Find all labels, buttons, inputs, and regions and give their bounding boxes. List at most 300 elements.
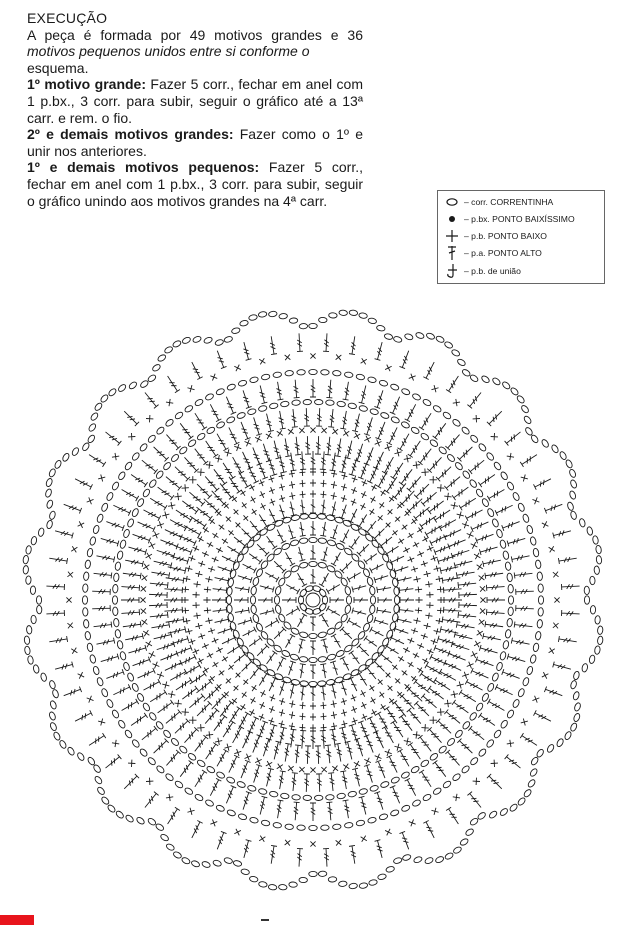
chain-stitch-mark <box>446 737 456 747</box>
treble-crochet-mark <box>74 710 93 724</box>
chain-stitch-mark <box>139 443 148 453</box>
chain-stitch-mark <box>71 447 80 457</box>
cross-stitch-mark <box>288 429 294 435</box>
single-crochet-mark <box>250 507 259 516</box>
chain-stitch-mark <box>451 349 461 358</box>
chain-stitch-mark <box>507 573 513 582</box>
cross-stitch-mark <box>146 778 153 785</box>
treble-crochet-mark <box>187 490 205 506</box>
treble-crochet-mark <box>328 773 336 792</box>
treble-crochet-mark <box>214 749 228 768</box>
chain-stitch-mark <box>435 855 445 863</box>
treble-crochet-mark <box>444 660 463 673</box>
cross-stitch-mark <box>98 718 105 725</box>
chain-stitch-mark <box>49 511 57 521</box>
chain-stitch-mark <box>280 401 289 407</box>
treble-crochet-mark <box>238 760 250 779</box>
chain-stitch-mark <box>435 335 445 343</box>
single-crochet-mark <box>191 544 200 552</box>
chain-stitch-mark <box>556 738 565 748</box>
instructions <box>27 10 363 209</box>
cross-stitch-mark <box>521 718 528 725</box>
chain-stitch-mark <box>584 596 589 604</box>
treble-crochet-mark <box>277 771 286 790</box>
cross-stitch-mark <box>364 758 371 765</box>
single-crochet-mark <box>320 480 327 488</box>
single-crochet-mark <box>379 703 388 712</box>
treble-crochet-mark <box>349 336 358 355</box>
chain-stitch-mark <box>261 374 270 381</box>
chain-stitch-mark <box>289 318 298 324</box>
single-crochet-mark <box>400 523 409 532</box>
double-crochet-mark <box>288 684 297 699</box>
treble-crochet-mark <box>561 610 579 617</box>
cross-stitch-mark <box>480 608 486 614</box>
double-crochet-mark <box>379 535 394 548</box>
double-crochet-mark <box>285 606 300 618</box>
cross-stitch-mark <box>474 553 480 559</box>
single-crochet-mark <box>370 708 379 717</box>
chain-stitch-mark <box>348 403 357 410</box>
treble-crochet-mark <box>149 690 167 705</box>
double-crochet-mark <box>234 597 248 603</box>
double-crochet-mark <box>374 573 389 583</box>
chain-stitch-mark <box>369 785 379 793</box>
chain-stitch-mark <box>380 412 390 420</box>
treble-crochet-mark <box>343 381 352 400</box>
chain-stitch-mark <box>492 377 502 386</box>
treble-crochet-mark <box>264 413 274 432</box>
chain-stitch-mark <box>359 405 368 412</box>
chain-stitch-mark <box>424 857 434 865</box>
chain-stitch-mark <box>551 444 560 454</box>
treble-crochet-mark <box>444 710 462 726</box>
chain-stitch-mark <box>508 607 514 616</box>
chain-stitch-mark <box>127 672 135 682</box>
chain-stitch-mark <box>309 825 317 830</box>
treble-crochet-mark <box>188 671 206 686</box>
chain-stitch-mark <box>590 606 595 615</box>
double-crochet-mark <box>283 551 295 566</box>
treble-crochet-mark <box>418 735 434 753</box>
chain-stitch-mark <box>117 719 126 729</box>
double-crochet-mark <box>340 657 352 672</box>
double-crochet-mark <box>310 569 316 583</box>
chain-stitch-mark <box>82 608 88 617</box>
chain-stitch-mark <box>475 488 484 498</box>
chain-stitch-mark <box>321 369 330 375</box>
single-crochet-mark <box>360 478 368 487</box>
chain-stitch-mark <box>115 629 122 638</box>
double-crochet-mark <box>239 526 253 540</box>
double-crochet-mark <box>321 639 330 654</box>
crochet-chart <box>0 280 640 920</box>
single-crochet-mark <box>193 612 201 619</box>
cross-stitch-mark <box>140 597 145 602</box>
cross-stitch-mark <box>146 553 152 559</box>
treble-crochet-mark <box>174 508 192 523</box>
chain-stitch-mark <box>508 584 514 593</box>
treble-crochet-mark <box>437 553 456 564</box>
chain-stitch-mark <box>469 479 478 489</box>
treble-crochet-mark <box>439 669 458 683</box>
treble-crochet-mark <box>439 517 458 531</box>
chain-stitch-mark <box>123 662 131 672</box>
double-crochet-mark <box>217 564 232 574</box>
cross-stitch-mark <box>128 433 135 440</box>
cross-stitch-mark <box>361 358 367 364</box>
chain-stitch-mark <box>277 577 286 587</box>
treble-crochet-mark <box>349 724 360 743</box>
single-crochet-mark <box>387 696 396 705</box>
chain-stitch-mark <box>386 561 394 571</box>
chain-stitch-mark <box>538 584 544 593</box>
cross-stitch-mark <box>266 761 272 767</box>
cross-stitch-mark <box>234 749 241 756</box>
treble-crochet-mark <box>457 445 474 462</box>
treble-crochet-mark <box>211 715 227 733</box>
treble-crochet-mark <box>159 651 178 663</box>
treble-crochet-mark <box>456 569 475 578</box>
chain-stitch-mark <box>516 395 526 405</box>
chain-stitch-mark <box>30 586 35 595</box>
treble-crochet-mark <box>534 476 553 490</box>
single-crochet-mark <box>196 657 205 666</box>
chain-stitch-mark <box>184 404 194 413</box>
chain-stitch-mark <box>412 799 422 807</box>
chain-stitch-mark <box>420 759 430 768</box>
chain-stitch-mark <box>25 545 32 554</box>
treble-crochet-mark <box>303 408 310 426</box>
single-crochet-mark <box>289 492 296 500</box>
treble-crochet-mark <box>251 417 262 436</box>
chain-stitch-mark <box>334 676 344 684</box>
treble-crochet-mark <box>553 528 572 538</box>
chain-stitch-mark <box>309 657 317 662</box>
treble-crochet-mark <box>304 746 311 764</box>
chain-stitch-mark <box>170 453 180 463</box>
chain-stitch-mark <box>273 372 282 378</box>
chain-stitch-mark <box>384 333 394 340</box>
cross-stitch-mark <box>234 444 241 451</box>
treble-crochet-mark <box>364 446 376 465</box>
single-crochet-mark <box>203 597 210 603</box>
treble-crochet-mark <box>384 475 399 493</box>
cross-stitch-mark <box>162 681 169 688</box>
chain-stitch-mark <box>461 765 471 774</box>
treble-crochet-mark <box>120 699 139 713</box>
treble-crochet-mark <box>142 507 161 521</box>
cross-stitch-mark <box>521 474 528 481</box>
chain-stitch-mark <box>238 813 248 821</box>
treble-crochet-mark <box>374 792 385 811</box>
treble-crochet-mark <box>514 570 533 578</box>
chain-stitch-mark <box>444 852 454 861</box>
chain-stitch-mark <box>508 596 513 604</box>
cross-stitch-mark <box>354 761 360 767</box>
single-crochet-mark <box>278 697 286 706</box>
cross-stitch-mark <box>78 672 85 679</box>
treble-crochet-mark <box>511 553 530 562</box>
chain-stitch-mark <box>48 468 56 478</box>
treble-crochet-mark <box>104 430 122 446</box>
chain-stitch-mark <box>500 719 509 729</box>
treble-crochet-mark <box>483 633 502 643</box>
treble-crochet-mark <box>316 774 323 792</box>
single-crochet-mark <box>240 501 249 510</box>
chain-stitch-mark <box>205 799 215 807</box>
chain-stitch-mark <box>501 381 511 390</box>
chain-stitch-mark <box>369 586 375 595</box>
page-tick-mark <box>261 919 269 921</box>
single-crochet-mark <box>257 478 265 487</box>
treble-crochet-mark <box>264 768 274 787</box>
legend-item-single-crochet <box>438 229 604 243</box>
chain-stitch-mark <box>229 569 237 579</box>
treble-crochet-mark <box>335 438 344 457</box>
treble-crochet-mark <box>502 669 521 681</box>
double-crochet-mark <box>282 597 296 603</box>
single-crochet-mark <box>426 647 435 655</box>
chain-stitch-mark <box>344 586 351 595</box>
cross-stitch-mark <box>98 474 105 481</box>
join-icon <box>444 264 460 278</box>
chain-stitch-mark <box>491 672 499 682</box>
double-crochet-mark <box>310 687 316 701</box>
treble-crochet-mark <box>326 379 333 397</box>
double-crochet-mark <box>212 607 227 615</box>
single-crochet-mark <box>396 537 405 546</box>
chain-stitch-mark <box>487 682 495 692</box>
cross-stitch-mark <box>444 493 451 500</box>
treble-crochet-mark <box>354 738 365 757</box>
chain-stitch-mark <box>268 311 277 317</box>
step-2 <box>27 126 363 159</box>
chain-stitch-mark <box>452 846 462 855</box>
chain-stitch-mark <box>23 565 29 574</box>
treble-crochet-mark <box>257 385 267 404</box>
treble-crochet-mark <box>296 848 303 866</box>
chain-stitch-mark <box>502 551 509 560</box>
treble-crochet-mark <box>241 341 251 360</box>
treble-crochet-mark <box>502 519 521 531</box>
cross-stitch-mark <box>554 597 559 602</box>
chain-stitch-mark <box>278 884 287 890</box>
single-crochet-mark <box>350 486 358 495</box>
chain-stitch-mark <box>156 426 166 435</box>
single-crochet-mark <box>226 528 235 537</box>
treble-crochet-mark <box>178 422 194 440</box>
chain-stitch-mark <box>123 529 131 539</box>
single-crochet-mark <box>278 483 286 492</box>
double-crochet-mark <box>340 559 354 573</box>
cross-stitch-mark <box>467 532 474 539</box>
cross-stitch-mark <box>332 429 338 435</box>
chain-stitch-mark <box>297 369 306 375</box>
single-crochet-mark <box>416 642 425 650</box>
treble-crochet-mark <box>92 588 110 595</box>
double-crochet-mark <box>374 617 389 627</box>
double-crochet-mark <box>264 618 279 630</box>
single-crochet-mark <box>259 689 268 698</box>
treble-crochet-mark <box>487 409 504 426</box>
chain-stitch-mark <box>499 539 506 549</box>
single-crochet-mark <box>250 683 259 692</box>
treble-crochet-mark <box>340 771 349 790</box>
chain-stitch-mark <box>226 809 236 817</box>
double-crochet-mark <box>298 522 306 537</box>
treble-crochet-mark <box>399 715 415 733</box>
treble-crochet-mark <box>375 760 387 779</box>
treble-crochet-mark <box>178 761 194 779</box>
cross-stitch-mark <box>187 808 194 815</box>
chain-stitch-mark <box>570 722 578 732</box>
chain-stitch-mark <box>359 882 368 889</box>
double-crochet-mark <box>310 521 316 535</box>
double-crochet-mark <box>248 666 261 681</box>
chain-stitch-mark <box>356 374 365 381</box>
legend-label: – p.bx. PONTO BAIXÍSSIMO <box>464 214 575 224</box>
treble-crochet-mark <box>433 508 451 523</box>
chain-stitch-mark <box>595 545 602 554</box>
treble-crochet-mark <box>335 743 344 762</box>
chain-stitch-mark <box>597 636 603 645</box>
chain-stitch-mark <box>117 383 127 392</box>
cross-stitch-mark <box>477 564 483 570</box>
cross-stitch-mark <box>542 672 549 679</box>
chain-stitch-mark <box>196 432 206 441</box>
treble-crochet-mark <box>459 591 477 598</box>
chain-stitch-mark <box>527 779 536 789</box>
chain-stitch-mark <box>461 368 471 377</box>
cross-stitch-mark <box>174 493 181 500</box>
chain-stitch-mark <box>340 577 349 587</box>
double-crochet-mark <box>347 570 362 582</box>
chain-stitch-mark <box>579 518 586 528</box>
chain-stitch-mark <box>184 787 194 796</box>
chain-stitch-mark <box>216 421 226 430</box>
chain-stitch-mark <box>523 788 532 798</box>
treble-crochet-mark <box>290 773 298 792</box>
treble-crochet-mark <box>202 496 219 513</box>
step-1 <box>27 76 363 126</box>
chain-stitch-mark <box>523 415 532 425</box>
single-crochet-mark <box>233 670 242 679</box>
treble-crochet-mark <box>181 686 199 702</box>
chain-stitch-mark <box>162 729 172 739</box>
chain-stitch-mark <box>172 340 182 349</box>
chain-stitch-mark <box>46 499 54 509</box>
chain-stitch-mark <box>444 341 454 350</box>
treble-crochet-mark <box>149 496 167 511</box>
cross-stitch-mark <box>532 497 539 504</box>
treble-crochet-mark <box>182 455 199 472</box>
chain-stitch-mark <box>181 336 191 344</box>
chain-stitch-mark <box>46 520 53 530</box>
chain-stitch-mark <box>446 453 456 463</box>
treble-crochet-mark <box>156 700 174 715</box>
treble-crochet-mark <box>128 645 147 656</box>
double-crochet-mark <box>364 636 379 649</box>
chain-stitch-mark <box>309 561 317 566</box>
chain-stitch-mark <box>393 604 399 613</box>
treble-crochet-mark <box>277 410 286 429</box>
cross-stitch-mark <box>479 575 485 581</box>
double-crochet-mark <box>394 564 409 574</box>
single-crochet-mark <box>420 632 429 640</box>
chain-stitch-mark <box>402 854 412 862</box>
chain-stitch-mark <box>465 828 475 837</box>
chain-stitch-mark <box>124 461 133 471</box>
treble-crochet-mark <box>375 421 387 440</box>
cross-stitch-mark <box>385 829 392 836</box>
single-crochet-mark <box>249 696 258 705</box>
double-crochet-mark <box>272 559 286 573</box>
chain-stitch-mark <box>317 513 326 519</box>
chain-stitch-mark <box>541 438 550 448</box>
cross-stitch-mark <box>473 778 480 785</box>
single-crochet-mark <box>299 480 306 488</box>
double-crochet-mark <box>390 553 405 564</box>
single-crochet-mark <box>289 711 296 719</box>
chain-stitch-mark <box>280 793 289 799</box>
treble-crochet-mark <box>373 451 386 470</box>
double-crochet-mark <box>347 618 362 630</box>
chain-stitch-mark <box>297 825 306 831</box>
chain-stitch-mark <box>92 666 100 676</box>
single-crochet-mark <box>330 700 337 708</box>
treble-crochet-mark <box>359 385 369 404</box>
chain-stitch-mark <box>139 748 148 758</box>
chain-stitch-mark <box>486 739 495 749</box>
chain-stitch-mark <box>367 376 376 383</box>
treble-crochet-mark <box>121 584 139 591</box>
single-crochet-mark <box>267 717 275 726</box>
treble-crochet-mark <box>182 727 199 744</box>
single-crochet-mark <box>310 490 316 497</box>
chain-stitch-mark <box>119 539 126 549</box>
single-crochet-mark <box>196 535 205 544</box>
chain-stitch-mark <box>533 643 540 652</box>
treble-crochet-mark <box>150 612 169 620</box>
single-crochet-mark <box>181 597 188 603</box>
single-crochet-mark <box>351 475 359 484</box>
chain-stitch-mark <box>318 562 327 569</box>
chain-stitch-mark <box>512 699 520 709</box>
chain-stitch-mark <box>390 809 400 817</box>
chain-stitch-mark <box>247 785 257 793</box>
chain-stitch-mark <box>522 513 530 523</box>
chain-stitch-mark <box>268 884 277 890</box>
chain-stitch-mark <box>136 692 145 702</box>
cross-stitch-mark <box>285 840 291 846</box>
chain-stitch-mark <box>385 866 395 873</box>
treble-crochet-mark <box>224 786 237 805</box>
treble-crochet-mark <box>505 754 523 770</box>
single-crochet-mark <box>310 468 316 475</box>
cross-stitch-mark <box>409 819 416 826</box>
chain-stitch-mark <box>226 587 232 596</box>
single-crochet-mark <box>413 576 421 583</box>
double-crochet-mark <box>349 534 362 549</box>
center-ring <box>306 593 320 607</box>
treble-crochet-mark <box>192 412 207 430</box>
treble-crochet-mark <box>296 333 303 351</box>
single-crochet-mark <box>340 709 348 718</box>
chain-stitch-mark <box>85 560 91 569</box>
treble-crochet-mark <box>448 537 467 549</box>
double-crochet-mark <box>385 644 400 657</box>
